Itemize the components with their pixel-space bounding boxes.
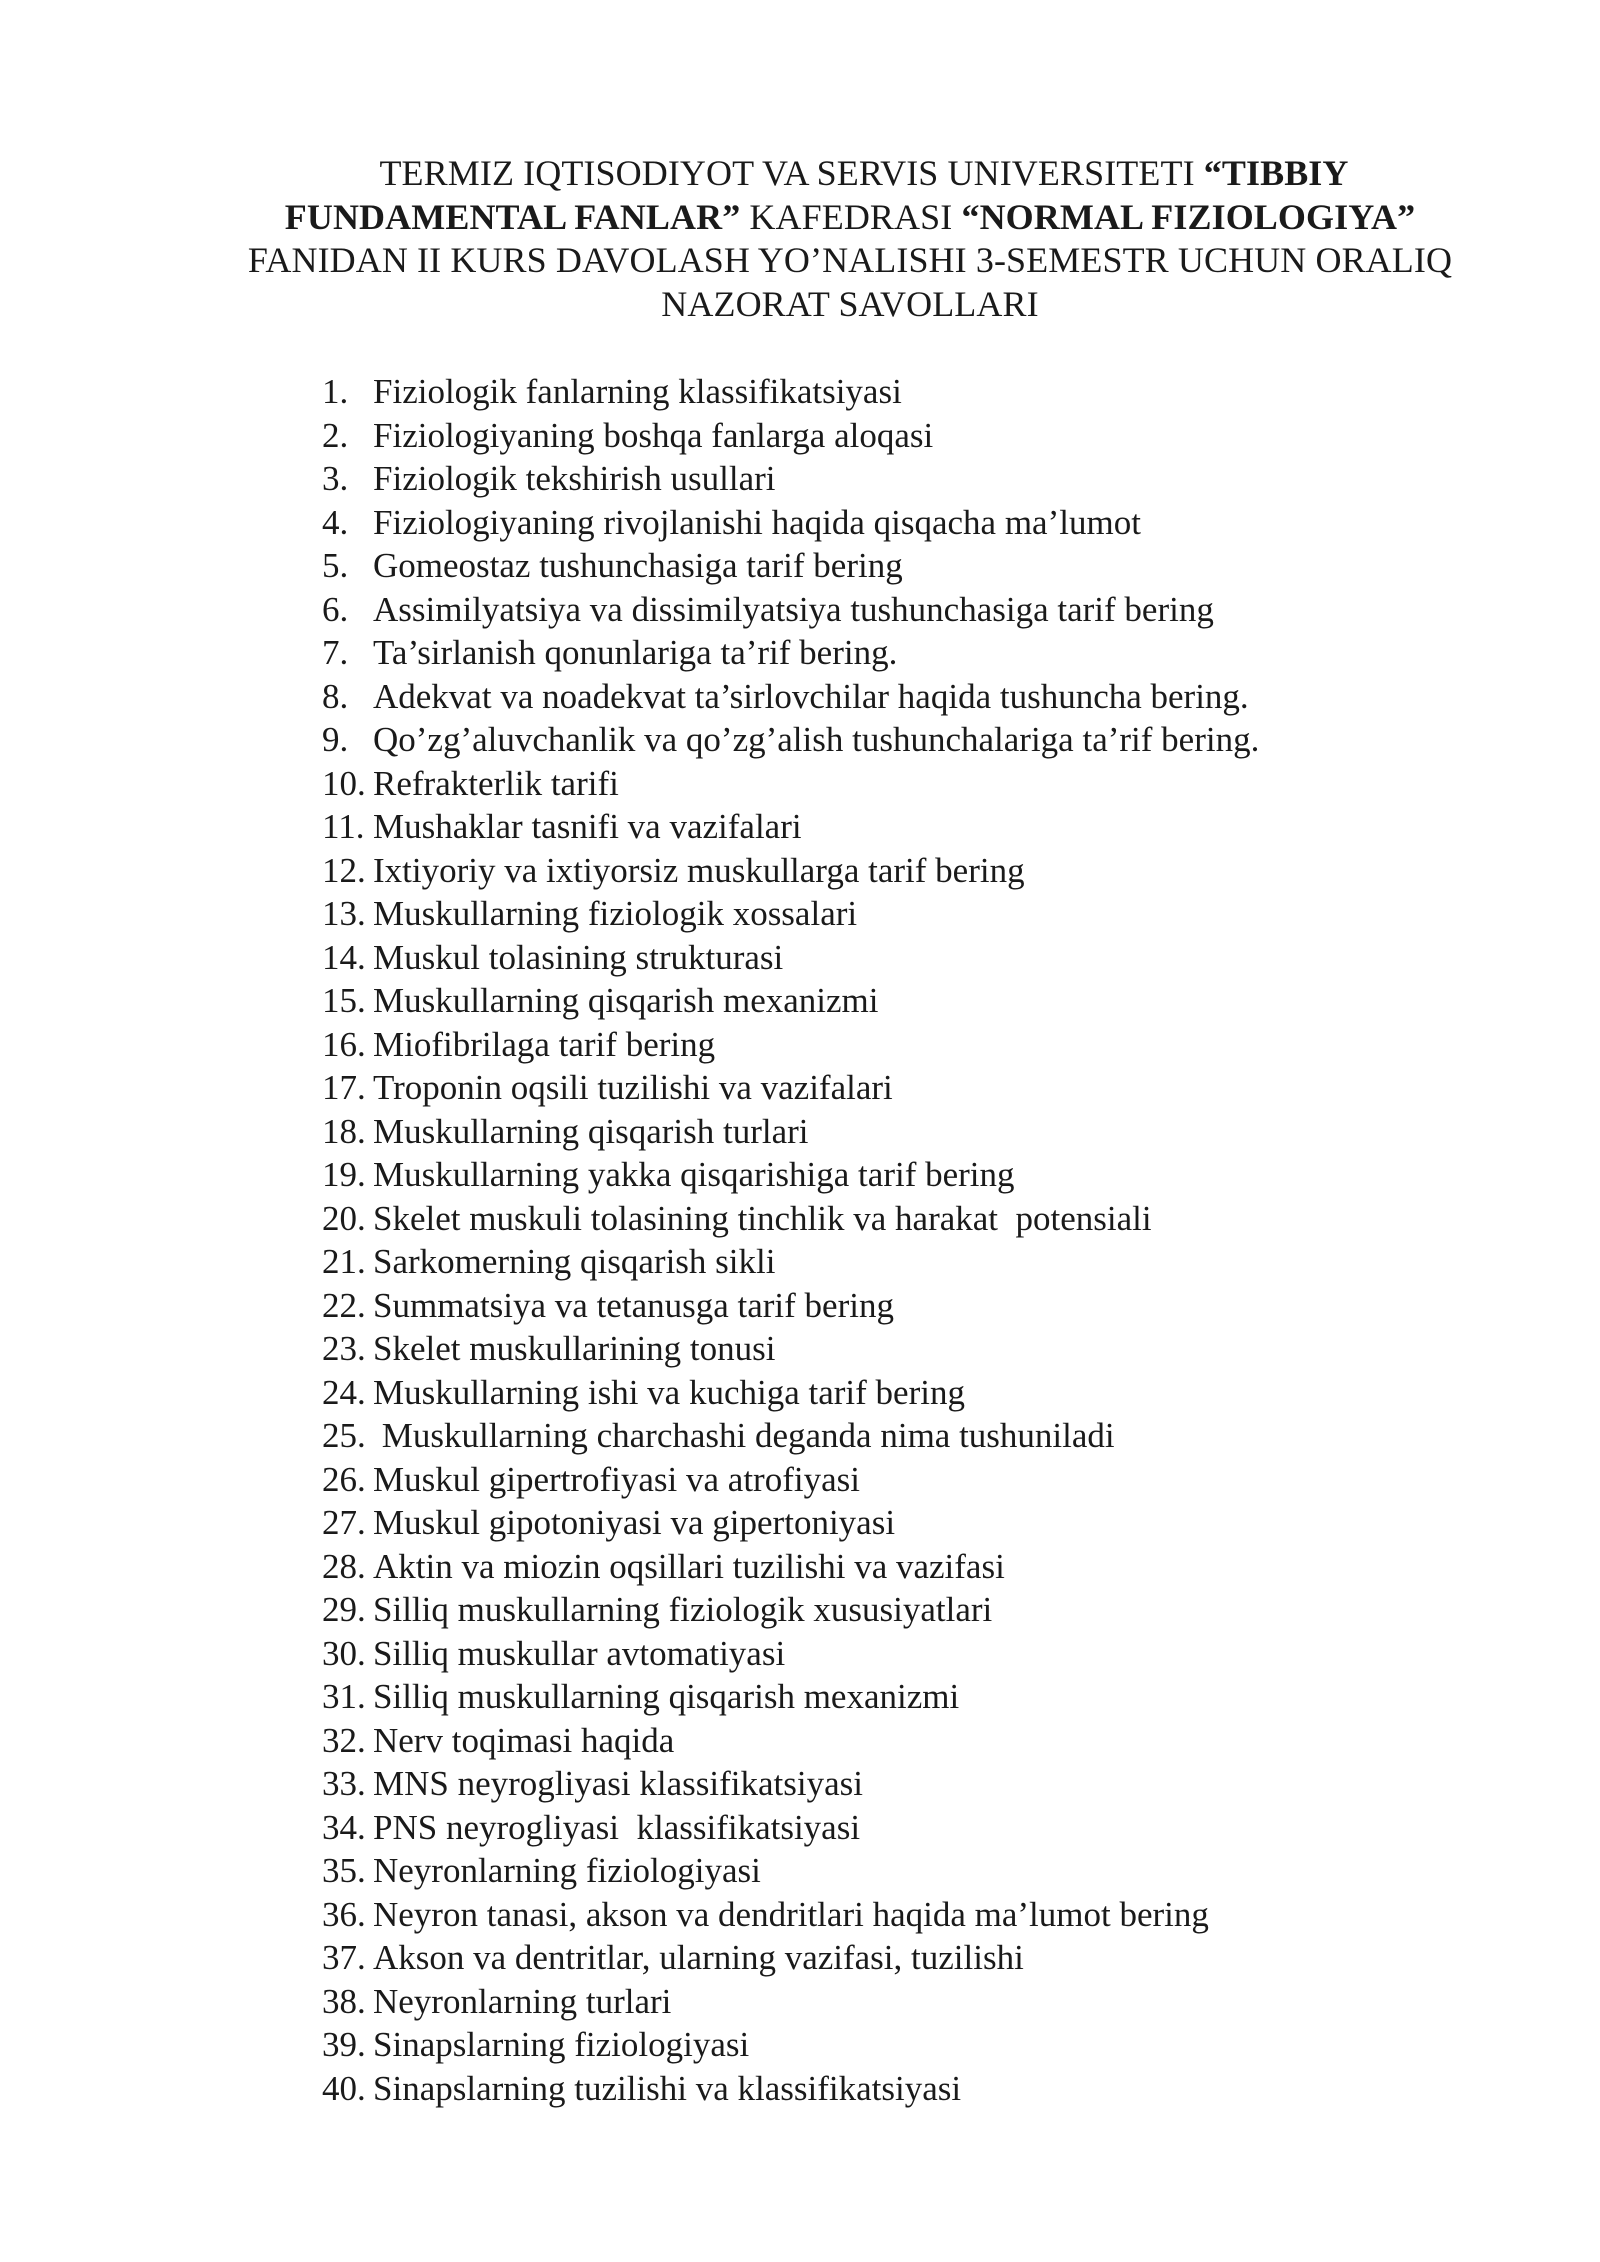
- question-text: Aktin va miozin oqsillari tuzilishi va vazifasi: [373, 1546, 1005, 1586]
- question-number: 26.: [322, 1459, 366, 1499]
- question-item: [322, 1545, 1259, 1589]
- question-item: [322, 718, 1259, 762]
- question-number: 10.: [322, 763, 366, 803]
- question-item: [322, 1980, 1259, 2024]
- question-item: [322, 1066, 1259, 1110]
- heading-line-1: [200, 152, 1500, 196]
- question-item: [322, 457, 1259, 501]
- document-heading: [200, 152, 1500, 326]
- question-text: Muskul tolasining strukturasi: [373, 937, 784, 977]
- question-number: 20.: [322, 1198, 366, 1238]
- question-item: [322, 1327, 1259, 1371]
- question-text: Skelet muskullarining tonusi: [373, 1329, 776, 1368]
- question-text: Qo’zg’aluvchanlik va qo’zg’alish tushunchalariga ta’rif bering.: [373, 720, 1260, 759]
- question-text: Sarkomerning qisqarish sikli: [373, 1242, 776, 1281]
- heading-line-3: FANIDAN II KURS DAVOLASH YO’NALISHI 3-SEMESTR UCHUN ORALIQ: [247, 240, 1453, 280]
- question-number: 4.: [322, 502, 349, 542]
- question-text: Silliq muskullar avtomatiyasi: [373, 1633, 786, 1673]
- question-item: [322, 1023, 1259, 1067]
- question-text: PNS neyrogliyasi klassifikatsiyasi: [373, 1807, 861, 1847]
- question-number: 39.: [322, 2025, 366, 2064]
- question-number: 23.: [322, 1329, 366, 1368]
- question-text: Muskullarning charchashi deganda nima tushuniladi: [373, 1416, 1115, 1455]
- question-text: Muskul gipotoniyasi va gipertoniyasi: [373, 1503, 896, 1542]
- question-text: Adekvat va noadekvat ta’sirlovchilar haqida tushuncha bering.: [373, 676, 1249, 716]
- question-item: [322, 1849, 1259, 1893]
- question-item: [322, 762, 1259, 806]
- question-text: Muskullarning qisqarish turlari: [373, 1111, 809, 1151]
- question-text: Fiziologik fanlarning klassifikatsiyasi: [373, 372, 902, 411]
- question-number: 29.: [322, 1590, 366, 1629]
- question-item: [322, 1675, 1259, 1719]
- question-number: 2.: [322, 415, 349, 455]
- question-number: 16.: [322, 1024, 366, 1064]
- question-text: Neyron tanasi, akson va dendritlari haqida ma’lumot bering: [373, 1894, 1209, 1934]
- question-number: 6.: [322, 589, 349, 629]
- question-number: 14.: [322, 937, 366, 977]
- heading-line-4: NAZORAT SAVOLLARI: [661, 283, 1039, 324]
- question-number: 8.: [322, 676, 349, 716]
- question-number: 21.: [322, 1242, 366, 1281]
- heading-line-2-plain: KAFEDRASI: [740, 196, 962, 237]
- question-text: Fiziologiyaning rivojlanishi haqida qisqacha ma’lumot: [373, 502, 1141, 542]
- question-text: Mushaklar tasnifi va vazifalari: [373, 807, 802, 846]
- question-number: 36.: [322, 1894, 366, 1934]
- question-item: [322, 1719, 1259, 1763]
- question-item: [322, 849, 1259, 893]
- question-item: [322, 2067, 1259, 2111]
- question-item: [322, 2023, 1259, 2067]
- question-text: Muskullarning yakka qisqarishiga tarif bering: [373, 1155, 1015, 1194]
- question-item: [322, 1806, 1259, 1850]
- question-number: 5.: [322, 546, 349, 585]
- question-item: [322, 1893, 1259, 1937]
- heading-line-2: [200, 196, 1500, 240]
- question-number: 18.: [322, 1111, 366, 1151]
- question-item: [322, 1762, 1259, 1806]
- question-text: Sinapslarning fiziologiyasi: [373, 2025, 750, 2064]
- question-text: Nerv toqimasi haqida: [373, 1720, 675, 1760]
- question-text: Sinapslarning tuzilishi va klassifikatsiyasi: [373, 2068, 962, 2108]
- question-number: 30.: [322, 1633, 366, 1673]
- question-item: [322, 1197, 1259, 1241]
- question-text: Fiziologik tekshirish usullari: [373, 459, 776, 498]
- question-item: [322, 414, 1259, 458]
- heading-subject-name: “NORMAL FIZIOLOGIYA”: [961, 196, 1416, 237]
- question-number: 31.: [322, 1677, 366, 1716]
- question-text: Muskullarning qisqarish mexanizmi: [373, 981, 879, 1020]
- question-text: Muskullarning fiziologik xossalari: [373, 894, 858, 933]
- question-number: 13.: [322, 894, 366, 933]
- question-text: Fiziologiyaning boshqa fanlarga aloqasi: [373, 415, 934, 455]
- question-item: [322, 1588, 1259, 1632]
- question-number: 1.: [322, 372, 349, 411]
- heading-line-1-plain: TERMIZ IQTISODIYOT VA SERVIS UNIVERSITETI: [379, 153, 1204, 193]
- question-item: [322, 892, 1259, 936]
- question-item: [322, 588, 1259, 632]
- question-item: [322, 1284, 1259, 1328]
- question-text: Summatsiya va tetanusga tarif bering: [373, 1285, 894, 1325]
- question-text: Gomeostaz tushunchasiga tarif bering: [373, 546, 903, 585]
- question-item: [322, 1632, 1259, 1676]
- question-item: [322, 936, 1259, 980]
- question-number: 22.: [322, 1285, 366, 1325]
- question-item: [322, 1110, 1259, 1154]
- question-number: 15.: [322, 981, 366, 1020]
- question-item: [322, 1458, 1259, 1502]
- question-number: 7.: [322, 633, 349, 672]
- question-text: Muskullarning ishi va kuchiga tarif bering: [373, 1372, 965, 1412]
- question-text: Neyronlarning fiziologiyasi: [373, 1851, 761, 1890]
- question-item: [322, 1936, 1259, 1980]
- question-item: [322, 1371, 1259, 1415]
- question-text: Assimilyatsiya va dissimilyatsiya tushunchasiga tarif bering: [373, 589, 1214, 629]
- question-number: 17.: [322, 1068, 366, 1107]
- question-text: Ixtiyoriy va ixtiyorsiz muskullarga tarif bering: [373, 850, 1025, 890]
- question-text: Ta’sirlanish qonunlariga ta’rif bering.: [373, 633, 898, 672]
- question-number: 9.: [322, 720, 349, 759]
- question-number: 27.: [322, 1503, 366, 1542]
- question-number: 32.: [322, 1720, 366, 1760]
- question-number: 37.: [322, 1938, 366, 1977]
- question-item: [322, 1414, 1259, 1458]
- question-number: 35.: [322, 1851, 366, 1890]
- question-list: [322, 370, 1259, 2110]
- question-number: 40.: [322, 2068, 366, 2108]
- question-text: Refrakterlik tarifi: [373, 763, 619, 803]
- question-item: [322, 675, 1259, 719]
- question-number: 25.: [322, 1416, 366, 1455]
- question-number: 19.: [322, 1155, 366, 1194]
- question-item: [322, 1153, 1259, 1197]
- question-text: Miofibrilaga tarif bering: [373, 1024, 716, 1064]
- question-item: [322, 501, 1259, 545]
- heading-line-1-bold: “TIBBIY: [1203, 153, 1349, 193]
- question-text: Silliq muskullarning qisqarish mexanizmi: [373, 1677, 960, 1716]
- question-number: 38.: [322, 1981, 366, 2021]
- question-number: 24.: [322, 1372, 366, 1412]
- question-text: Akson va dentritlar, ularning vazifasi, tuzilishi: [373, 1938, 1024, 1977]
- question-number: 34.: [322, 1807, 366, 1847]
- question-item: [322, 1240, 1259, 1284]
- question-number: 28.: [322, 1546, 366, 1586]
- question-item: [322, 805, 1259, 849]
- question-text: Troponin oqsili tuzilishi va vazifalari: [373, 1068, 893, 1107]
- question-item: [322, 979, 1259, 1023]
- question-item: [322, 1501, 1259, 1545]
- question-text: Silliq muskullarning fiziologik xususiyatlari: [373, 1590, 993, 1629]
- question-item: [322, 370, 1259, 414]
- question-text: MNS neyrogliyasi klassifikatsiyasi: [373, 1764, 863, 1803]
- question-number: 12.: [322, 850, 366, 890]
- question-text: Neyronlarning turlari: [373, 1981, 672, 2021]
- question-text: Muskul gipertrofiyasi va atrofiyasi: [373, 1459, 860, 1499]
- question-item: [322, 631, 1259, 675]
- heading-department-name: FUNDAMENTAL FANLAR”: [284, 196, 741, 237]
- question-number: 33.: [322, 1764, 366, 1803]
- question-number: 11.: [322, 807, 365, 846]
- question-number: 3.: [322, 459, 349, 498]
- question-item: [322, 544, 1259, 588]
- question-text: Skelet muskuli tolasining tinchlik va harakat potensiali: [373, 1198, 1152, 1238]
